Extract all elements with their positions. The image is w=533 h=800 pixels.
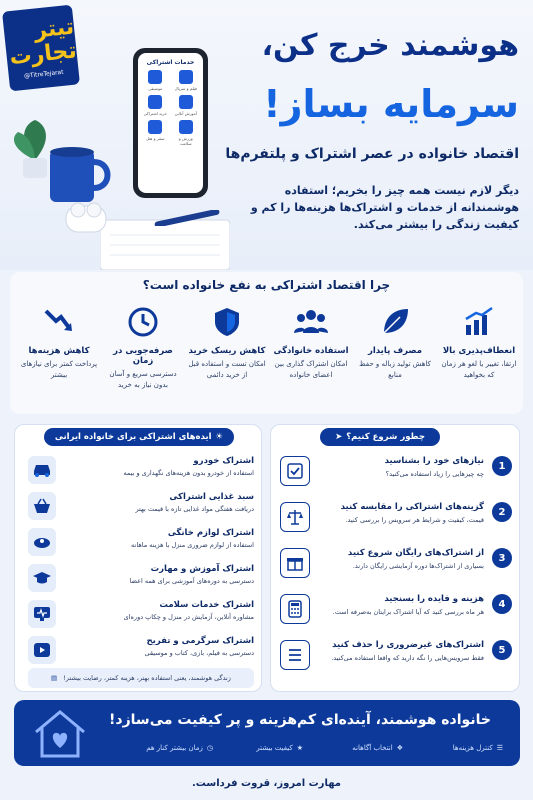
checklist-icon [280,456,310,486]
basket-icon [28,492,56,520]
hero-title-line1: هوشمند خرج کن، [261,28,519,63]
clock-icon [102,302,184,342]
idea-item-health: اشتراک خدمات سلامت مشاوره آنلاین، آزمایش در منزل و چکاپ دوره‌ای [28,600,254,638]
logo-handle: @TitreTejarat [23,68,64,80]
footer-slogan: مهارت امروز، قروت فرداست. [192,778,341,789]
step-2: 2 گزینه‌های اشتراکی را مقایسه کنید قیمت، کیفیت و شرایط هر سرویس را بررسی کنید. [280,502,512,542]
chip-more-time: ◷ زمان بیشتر کنار هم [146,744,213,752]
step-5: 5 اشتراک‌های غیرضروری را حذف کنید فقط سرویس‌هایی را نگه دارید که واقعا استفاده می‌کنید. [280,640,512,680]
people-icon [270,302,352,342]
benefit-family: استفاده خانوادگی امکان اشتراک گذاری بین اعضای خانواده [270,302,352,381]
phone-item: سفر و هتل [142,120,169,146]
phone-header: خدمات اشتراکی [146,59,195,66]
chip-cost-control: ☰ کنترل هزینه‌ها [452,744,503,752]
scale-icon [280,502,310,532]
clock-icon: ◷ [206,744,213,752]
idea-item-appliance: اشتراک لوازم خانگی استفاده از لوازم ضروری منزل با هزینه ماهانه [28,528,254,566]
benefit-cost: کاهش هزینه‌ها پرداخت کمتر برای نیازهای بیشتر [18,302,100,381]
step-4: 4 هزینه و فایده را بسنجید هر ماه بررسی کنید که آیا اشتراک برایتان به‌صرفه است. [280,594,512,634]
down-trend-icon [18,302,100,342]
graduation-cap-icon [28,564,56,592]
robot-vacuum-icon [28,528,56,556]
pen-illustration [150,210,226,226]
phone-item: موسیقی [142,70,169,91]
house-heart-icon [30,706,90,760]
list-icon [280,640,310,670]
shield-icon [186,302,268,342]
growth-chart-icon [438,302,520,342]
benefit-risk: کاهش ریسک خرید امکان تست و استفاده قبل از خرید دائمی [186,302,268,381]
idea-item-food: سبد غذایی اشتراکی دریافت هفتگی مواد غذایی تازه با قیمت بهتر [28,492,254,530]
leaf-icon [354,302,436,342]
lightbulb-icon: ☀ [215,432,224,442]
idea-item-car: اشتراک خودرو استفاده از خودرو بدون هزینه‌های نگهداری و بیمه [28,456,254,494]
play-icon [28,636,56,664]
hero-subtitle: اقتصاد خانواده در عصر اشتراک و پلتفرم‌ها [225,146,519,162]
brand-logo [2,5,80,92]
steps-title-pill: چطور شروع کنیم؟ ➤ [320,428,440,446]
hero-title-line2: سرمایه بساز! [263,82,519,126]
sliders-icon: ☰ [496,744,503,752]
hero-intro: دیگر لازم نیست همه چیز را بخریم؛ استفاده هوشمندانه از خدمات و اشتراک‌ها هزینه‌ها را کم و کیفیت زندگی را بیشتر می‌کند. [250,184,519,231]
benefit-sustainable: مصرف پایدار کاهش تولید زباله و حفظ منابع [354,302,436,381]
car-icon [28,456,56,484]
ideas-footer: زندگی هوشمند، یعنی استفاده بهتر، هزینه کمتر، رضایت بیشتر! ▤ [28,668,254,688]
chart-icon: ▤ [51,674,58,682]
benefit-flexibility: انعطاف‌پذیری بالا ارتقا، تغییر یا لغو هر زمان که بخواهید [438,302,520,381]
why-title: چرا اقتصاد اشتراکی به نفع خانواده است؟ [142,278,391,292]
idea-item-education: اشتراک آموزش و مهارت دسترسی به دوره‌های آموزشی برای همه اعضا [28,564,254,602]
logo-text: تیتر تجارت [8,14,78,70]
phone-item: خرید اشتراکی [142,95,169,116]
idea-item-entertainment: اشتراک سرگرمی و تفریح دسترسی به فیلم، بازی، کتاب و موسیقی [28,636,254,674]
phone-item: آموزش آنلاین [173,95,200,116]
brain-icon: ❖ [396,744,403,752]
badge-icon: ★ [296,744,303,752]
calculator-icon [280,594,310,624]
rocket-icon: ➤ [335,432,343,442]
phone-item: فیلم و سریال [173,70,200,91]
health-monitor-icon [28,600,56,628]
banner-title: خانواده هوشمند، آینده‌ای کم‌هزینه و پر کیفیت می‌سازد! [109,712,491,728]
step-3: 3 از اشتراک‌های رایگان شروع کنید بسیاری از اشتراک‌ها دوره آزمایشی رایگان دارند. [280,548,512,588]
phone-mockup [133,48,208,198]
earbuds-illustration [62,196,110,236]
benefit-time: صرفه‌جویی در زمان دسترسی سریع و آسان بدون نیاز به خرید [102,302,184,391]
ideas-title-pill: ☀ ایده‌های اشتراکی برای خانواده ایرانی [44,428,234,446]
step-1: 1 نیازهای خود را بشناسید چه چیزهایی را زیاد استفاده می‌کنید؟ [280,456,512,496]
phone-item: ورزش و سلامت [173,120,200,146]
gift-icon [280,548,310,578]
chip-more-quality: ★ کیفیت بیشتر [256,744,303,752]
chip-informed-choice: ❖ انتخاب آگاهانه [352,744,403,752]
